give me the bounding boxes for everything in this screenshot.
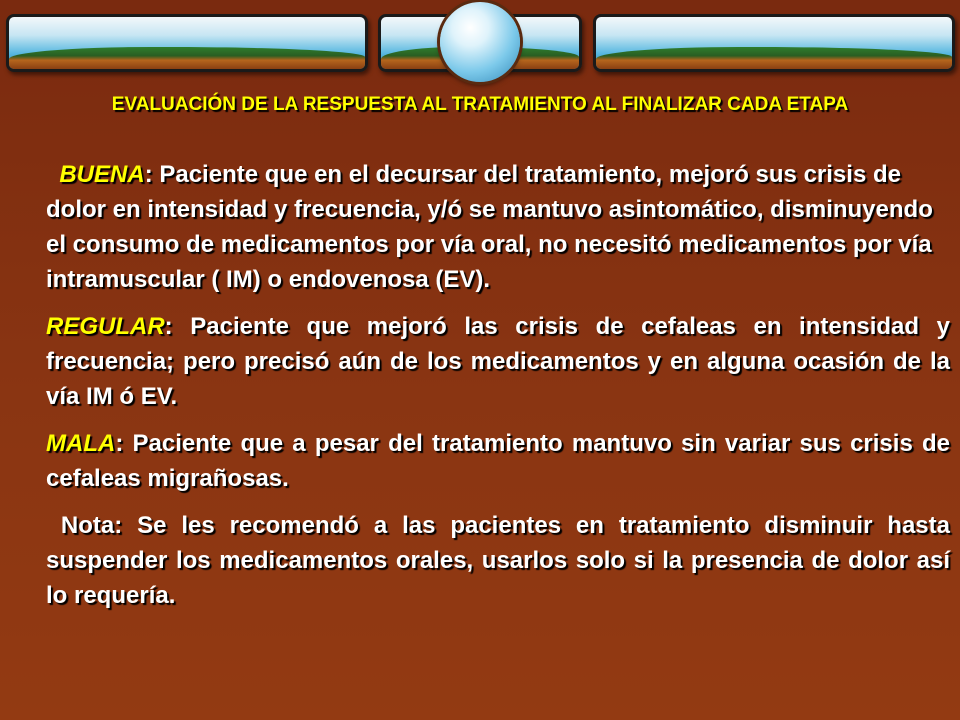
- note-text: Nota: Se les recomendó a las pacientes en tratamiento disminuir hasta suspender los medicamentos orales, usarlos solo si la presencia de dolor así lo requería.: [46, 512, 950, 609]
- sep-regular: :: [164, 313, 173, 340]
- text-buena: Paciente que en el decursar del tratamiento, mejoró sus crisis de dolor en intensidad y frecuencia, y/ó se mantuvo asintomático, disminuyendo el consumo de medicamentos por vía oral, no necesitó medicamentos por vía intramuscular ( IM) o endovenosa (EV).: [46, 161, 933, 293]
- slide-title: EVALUACIÓN DE LA RESPUESTA AL TRATAMIENTO AL FINALIZAR CADA ETAPA: [111, 94, 849, 115]
- text-regular: Paciente que mejoró las crisis de cefaleas en intensidad y frecuencia; pero precisó aún de los medicamentos y en alguna ocasión de la vía IM ó EV.: [46, 313, 950, 410]
- paragraph-regular: [46, 309, 950, 414]
- paragraph-buena: [46, 157, 950, 297]
- header-banner: [0, 0, 960, 90]
- text-mala: Paciente que a pesar del tratamiento mantuvo sin variar sus crisis de cefaleas migrañosas.: [46, 430, 950, 492]
- label-regular: REGULAR: [46, 313, 165, 340]
- paragraph-mala: [46, 426, 950, 496]
- landscape-right: [596, 47, 952, 69]
- landscape-left: [9, 47, 365, 69]
- globe-icon: [440, 2, 520, 82]
- slide-body: [46, 157, 950, 625]
- sep-mala: :: [115, 430, 124, 457]
- label-mala: MALA: [46, 430, 116, 457]
- sep-buena: :: [144, 161, 153, 188]
- paragraph-nota: [46, 508, 950, 613]
- banner-panel-left: [6, 14, 368, 72]
- banner-panel-right: [593, 14, 955, 72]
- label-buena: BUENA: [59, 161, 145, 188]
